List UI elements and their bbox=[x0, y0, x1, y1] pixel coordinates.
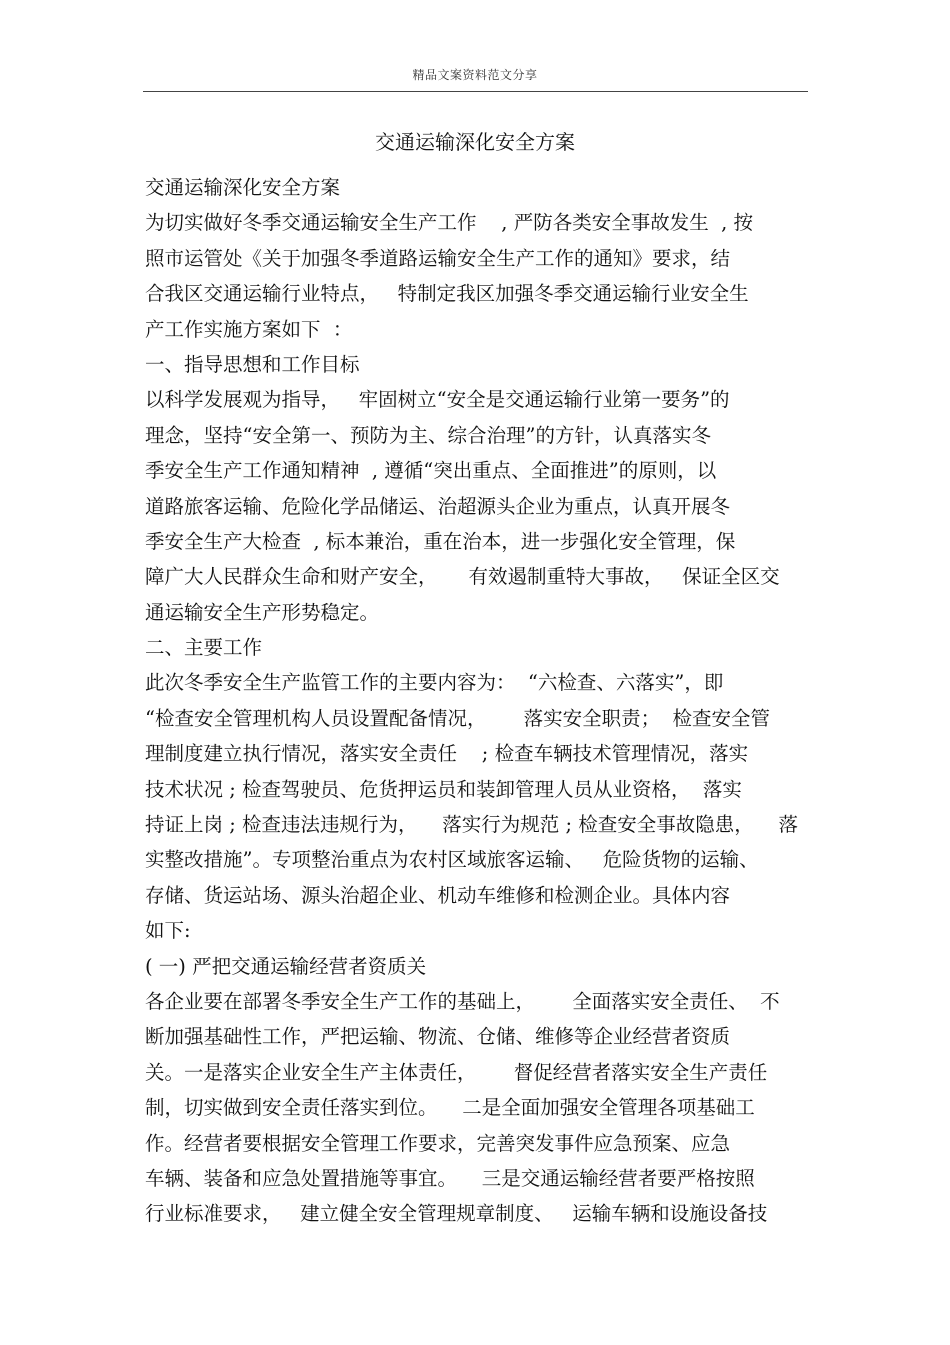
body-line: 各企业要在部署冬季安全生产工作的基础上， 全面落实安全责任、 不 bbox=[145, 989, 780, 1013]
body-line: 季安全生产工作通知精神 , 遵循“突出重点、全面推进”的原则，以 bbox=[145, 459, 717, 483]
body-line: 产工作实施方案如下 ： bbox=[145, 317, 353, 341]
body-line: 技术状况 ; 检查驾驶员、危货押运员和装卸管理人员从业资格， 落实 bbox=[145, 777, 742, 801]
body-line: 通运输安全生产形势稳定。 bbox=[145, 600, 380, 624]
section-heading: 一、指导思想和工作目标 bbox=[145, 352, 360, 376]
body-line: 交通运输深化安全方案 bbox=[145, 176, 341, 199]
section-heading: 二、主要工作 bbox=[145, 636, 263, 660]
body-line: 断加强基础性工作，严把运输、物流、仓储、维修等企业经营者资质 bbox=[145, 1025, 731, 1049]
body-line: 障广大人民群众生命和财产安全， 有效遏制重特大事故， 保证全区交 bbox=[145, 565, 780, 589]
body-line: 合我区交通运输行业特点， 特制定我区加强冬季交通运输行业安全生 bbox=[145, 282, 749, 306]
body-line: 关。一是落实企业安全生产主体责任， 督促经营者落实安全生产责任 bbox=[145, 1060, 768, 1084]
body-line: 行业标准要求， 建立健全安全管理规章制度、 运输车辆和设施设备技 bbox=[145, 1202, 768, 1226]
body-line: 理念，坚持“安全第一、预防为主、综合治理”的方针，认真落实冬 bbox=[145, 423, 711, 447]
body-line: 车辆、装备和应急处置措施等事宜。 三是交通运输经营者要严格按照 bbox=[145, 1166, 755, 1190]
body-line: 如下: bbox=[145, 919, 191, 943]
subsection-heading: ( 一) 严把交通运输经营者资质关 bbox=[145, 954, 427, 978]
body-line: 为切实做好冬季交通运输安全生产工作 , 严防各类安全事故发生 , 按 bbox=[145, 211, 753, 235]
body-line: 道路旅客运输、危险化学品储运、治超源头企业为重点，认真开展冬 bbox=[145, 494, 731, 518]
header-divider bbox=[143, 91, 808, 92]
body-line: 存储、货运站场、源头治超企业、机动车维修和检测企业。具体内容 bbox=[145, 883, 731, 907]
body-line: 以科学发展观为指导， 牢固树立“安全是交通运输行业第一要务”的 bbox=[145, 388, 730, 412]
document-body bbox=[145, 170, 810, 1232]
body-line: 季安全生产大检查 , 标本兼治，重在治本，进一步强化安全管理，保 bbox=[145, 529, 736, 553]
body-line: 制，切实做到安全责任落实到位。 二是全面加强安全管理各项基础工 bbox=[145, 1096, 755, 1120]
body-line: 作。经营者要根据安全管理工作要求，完善突发事件应急预案、应急 bbox=[145, 1131, 731, 1155]
body-line: 理制度建立执行情况，落实安全责任 ; 检查车辆技术管理情况，落实 bbox=[145, 742, 749, 766]
body-line: 照市运管处《关于加强冬季道路运输安全生产工作的通知》要求，结 bbox=[145, 246, 731, 270]
body-line: 此次冬季安全生产监管工作的主要内容为： “六检查、六落实”，即 bbox=[145, 671, 724, 695]
body-line: 持证上岗 ; 检查违法违规行为， 落实行为规范 ; 检查安全事故隐患， 落 bbox=[145, 813, 799, 837]
page-header: 精品文案资料范文分享 bbox=[412, 68, 538, 82]
body-line: “检查安全管理机构人员设置配备情况， 落实安全职责； 检查安全管 bbox=[145, 706, 771, 730]
body-line: 实整改措施”。专项整治重点为农村区域旅客运输、 危险货物的运输、 bbox=[145, 848, 759, 872]
document-title: 交通运输深化安全方案 bbox=[375, 130, 575, 154]
